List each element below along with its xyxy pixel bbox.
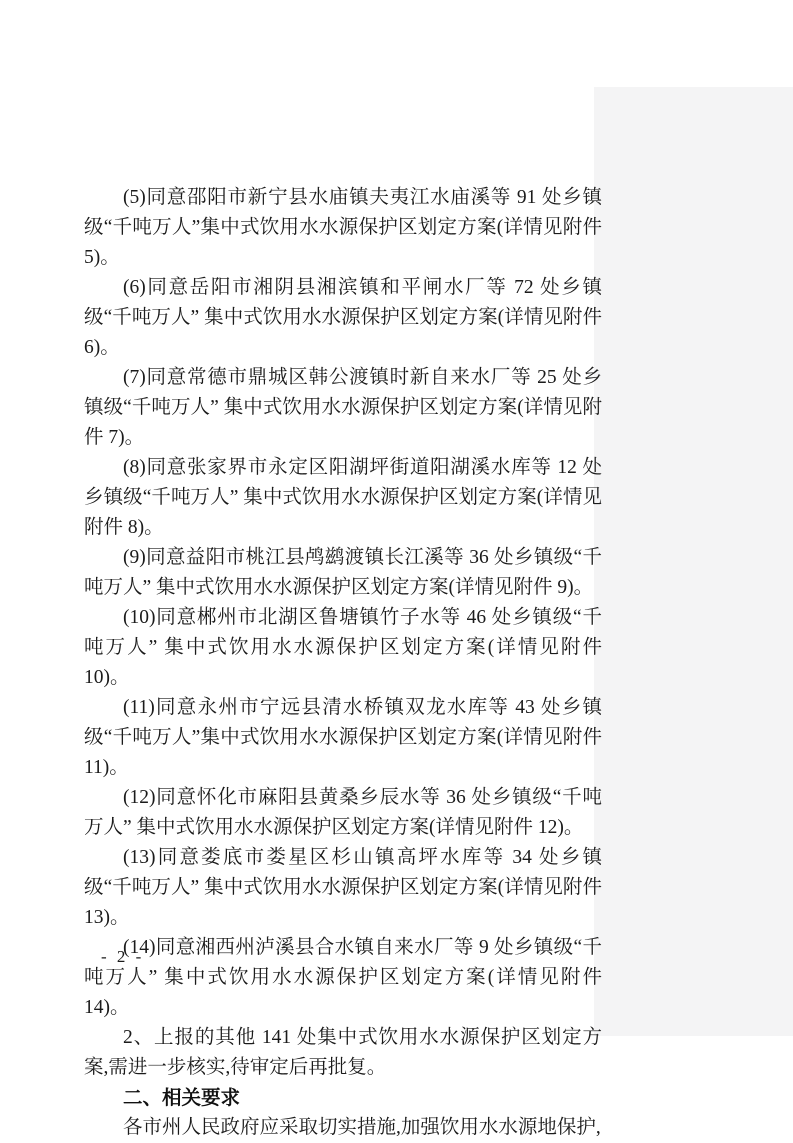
scan-margin-shade [594,87,793,1036]
approval-item-5: (5)同意邵阳市新宁县水庙镇夫夷江水庙溪等 91 处乡镇级“千吨万人”集中式饮用水水源保护区划定方案(详情见附件 5)。 [84,187,602,268]
approval-item-14: (14)同意湘西州泸溪县合水镇自来水厂等 9 处乡镇级“千吨万人” 集中式饮用水水源保护区划定方案(详情见附件 14)。 [84,937,602,1018]
section-heading-requirements: 二、相关要求 [123,1087,241,1109]
approval-item-6: (6)同意岳阳市湘阴县湘滨镇和平闸水厂等 72 处乡镇级“千吨万人” 集中式饮用水水源保护区划定方案(详情见附件 6)。 [84,277,602,358]
approval-item-7: (7)同意常德市鼎城区韩公渡镇时新自来水厂等 25 处乡镇级“千吨万人” 集中式饮用水水源保护区划定方案(详情见附件 7)。 [84,367,602,448]
approval-item-12: (12)同意怀化市麻阳县黄桑乡辰水等 36 处乡镇级“千吨万人” 集中式饮用水水源保护区划定方案(详情见附件 12)。 [84,787,602,838]
approval-item-8: (8)同意张家界市永定区阳湖坪街道阳湖溪水库等 12 处乡镇级“千吨万人” 集中式饮用水水源保护区划定方案(详情见附件 8)。 [84,457,602,538]
page-number: - 2 - [101,947,145,966]
requirements-paragraph: 各市州人民政府应采取切实措施,加强饮用水水源地保护, [123,1117,601,1138]
approval-item-11: (11)同意永州市宁远县清水桥镇双龙水库等 43 处乡镇级“千吨万人”集中式饮用水水源保护区划定方案(详情见附件 11)。 [84,697,602,778]
document-body [84,183,602,1143]
pending-review-paragraph: 2、上报的其他 141 处集中式饮用水水源保护区划定方案,需进一步核实,待审定后再批复。 [84,1027,602,1078]
approval-item-10: (10)同意郴州市北湖区鲁塘镇竹子水等 46 处乡镇级“千吨万人” 集中式饮用水水源保护区划定方案(详情见附件 10)。 [84,607,602,688]
approval-item-13: (13)同意娄底市娄星区杉山镇高坪水库等 34 处乡镇级“千吨万人” 集中式饮用水水源保护区划定方案(详情见附件 13)。 [84,847,602,928]
approval-item-9: (9)同意益阳市桃江县鸬鹚渡镇长江溪等 36 处乡镇级“千吨万人” 集中式饮用水水源保护区划定方案(详情见附件 9)。 [84,547,602,598]
